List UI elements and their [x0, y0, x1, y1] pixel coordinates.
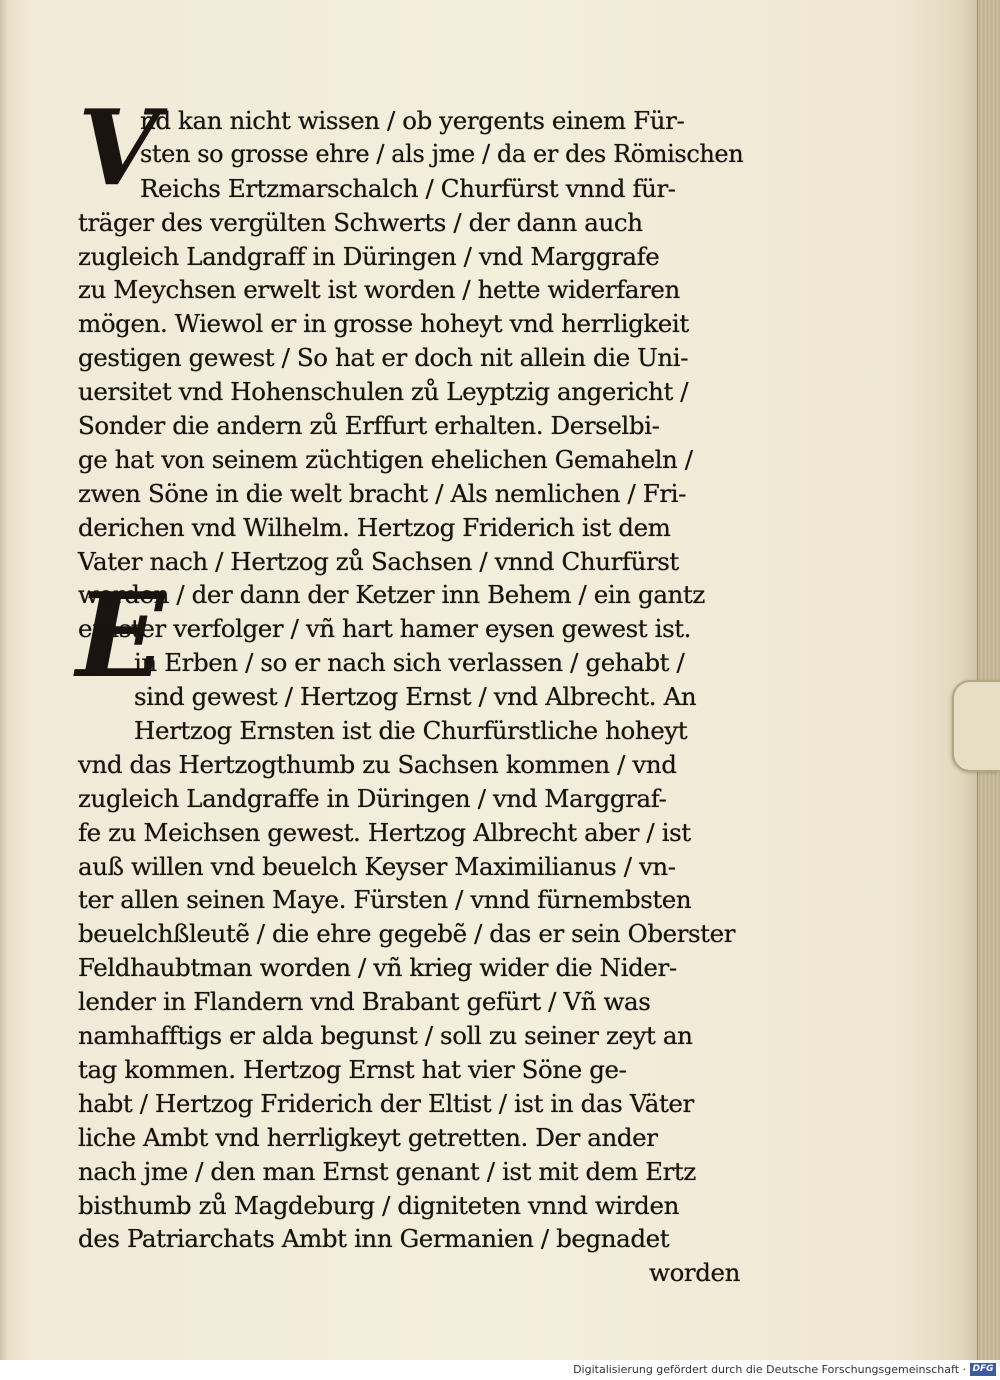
funding-credit: Digitalisierung gefördert durch die Deutsche Forschungsgemeinschaft · — [573, 1363, 966, 1376]
drop-cap-initial-v: V — [78, 86, 159, 209]
text-line: mögen. Wiewol er in grosse hoheyt vnd herrligkeit — [78, 309, 689, 339]
text-line: nd kan nicht wissen / ob yergents einem Für- — [140, 106, 685, 135]
text-line: sten so grosse ehre / als jme / da er des Römischen — [140, 139, 744, 168]
text-line: Sonder die andern zů Erffurt erhalten. Derselbi- — [78, 411, 660, 441]
text-line: uersitet vnd Hohenschulen zů Leyptzig angericht / — [78, 377, 689, 407]
text-line: tag kommen. Hertzog Ernst hat vier Söne ge- — [78, 1054, 627, 1084]
text-line: zu Meychsen erwelt ist worden / hette widerfaren — [78, 275, 680, 305]
page-tab-marker — [952, 680, 1000, 772]
text-line: namhafftigs er alda begunst / soll zu seiner zeyt an — [78, 1021, 693, 1051]
text-line: ge hat von seinem züchtigen ehelichen Gemaheln / — [78, 444, 693, 474]
text-line: vnd das Hertzogthumb zu Sachsen kommen / vnd — [78, 749, 677, 779]
catchword: worden — [649, 1258, 740, 1288]
text-line: zugleich Landgraffe in Düringen / vnd Marggraf- — [78, 783, 667, 813]
footer-bar — [0, 1360, 1000, 1380]
text-line: Hertzog Ernsten ist die Churfürstliche hoheyt — [134, 716, 688, 746]
text-line: bisthumb zů Magdeburg / digniteten vnnd wirden — [78, 1190, 679, 1220]
text-line: Vater nach / Hertzog zů Sachsen / vnnd Churfürst — [78, 546, 679, 576]
text-line: ter allen seinen Maye. Fürsten / vnnd fürnembsten — [78, 885, 692, 915]
text-line: derichen vnd Wilhelm. Hertzog Friderich ist dem — [78, 512, 671, 542]
text-line: Reichs Ertzmarschalch / Churfürst vnnd für- — [140, 173, 676, 203]
drop-cap-initial-e: E — [76, 568, 165, 704]
text-line: ernster verfolger / vñ hart hamer eysen gewest ist. — [78, 614, 692, 644]
text-line: sind gewest / Hertzog Ernst / vnd Albrecht. An — [134, 682, 697, 712]
dfg-logo: DFG — [970, 1363, 996, 1376]
text-line: des Patriarchats Ambt inn Germanien / begnadet — [78, 1224, 670, 1254]
body-text — [78, 104, 746, 1290]
text-line: zugleich Landgraff in Düringen / vnd Marggrafe — [78, 241, 660, 271]
text-line: nach jme / den man Ernst genant / ist mit dem Ertz — [78, 1156, 696, 1186]
text-line: auß willen vnd beuelch Keyser Maximilianus / vn- — [78, 851, 676, 881]
text-line: gestigen gewest / So hat er doch nit allein die Uni- — [78, 343, 689, 373]
text-line: worden / der dann der Ketzer inn Behem / ein gantz — [78, 580, 705, 610]
text-line: habt / Hertzog Friderich der Eltist / ist in das Väter — [78, 1088, 694, 1118]
text-line: fe zu Meichsen gewest. Hertzog Albrecht aber / ist — [78, 817, 691, 847]
text-line: Feldhaubtman worden / vñ krieg wider die Nider- — [78, 953, 677, 983]
text-line: beuelchßleutẽ / die ehre gegebẽ / das er sein Oberster — [78, 919, 736, 949]
text-line: träger des vergülten Schwerts / der dann auch — [78, 207, 643, 237]
text-line: zwen Söne in die welt bracht / Als nemlichen / Fri- — [78, 478, 686, 508]
text-line: lender in Flandern vnd Brabant gefürt / Vñ was — [78, 987, 651, 1017]
text-line: liche Ambt vnd herrligkeyt getretten. Der ander — [78, 1122, 658, 1152]
text-line: in Erben / so er nach sich verlassen / gehabt / — [134, 648, 685, 678]
